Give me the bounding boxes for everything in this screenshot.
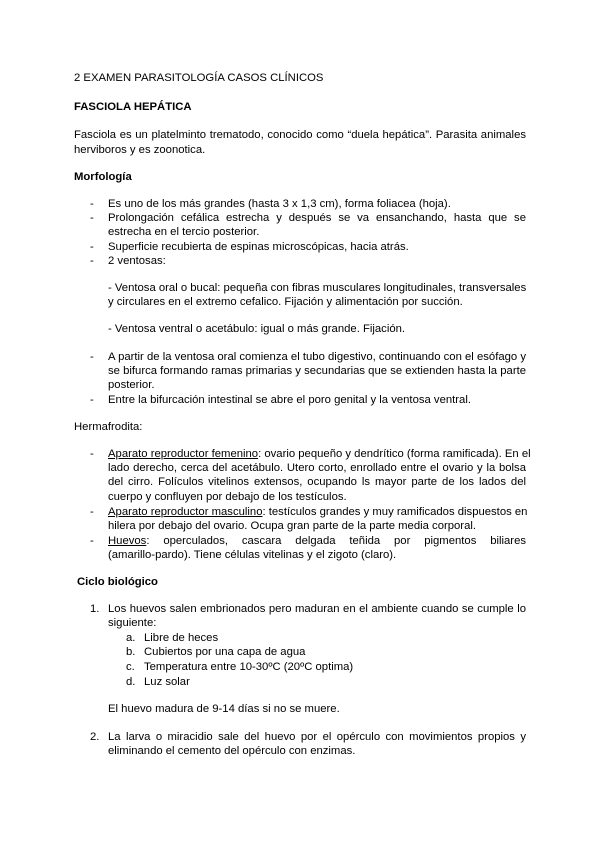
huevos-label: Huevos: [108, 535, 147, 547]
list-dash: -: [90, 506, 94, 518]
list-dash: -: [90, 535, 94, 547]
reproductor-masculino-text: : testículos grandes y muy ramificados dispuestos en: [262, 506, 528, 518]
ciclo-note: El huevo madura de 9-14 días si no se muere.: [108, 703, 340, 715]
ventosa-oral-line-2: y circulares en el extremo cefalico. Fijación y alimentación por succión.: [108, 296, 463, 308]
step-2-number: 2.: [90, 731, 100, 743]
sub-item-text: Luz solar: [144, 676, 190, 688]
hermafrodita-label: Hermafrodita:: [74, 421, 143, 433]
reproductor-femenino-line-2: lado derecho, cerca del acetábulo. Utero corto, enrollado entre el ovario y la bolsa: [108, 462, 526, 474]
morfologia-item-5-line-1: A partir de la ventosa oral comienza el tubo digestivo, continuando con el esófago y: [108, 351, 526, 363]
reproductor-masculino-line-1: [108, 505, 526, 520]
intro-line-1: Fasciola es un platelminto trematodo, conocido como “duela hepática”. Parasita animales: [74, 129, 526, 141]
reproductor-masculino-line-2: hilera por debajo del ovario. Ocupa gran parte de la parte media corporal.: [108, 520, 476, 532]
reproductor-femenino-text: : ovario pequeño y dendrítico (forma ramificada). En el: [258, 448, 531, 460]
list-dash: -: [90, 241, 94, 253]
morfologia-item-4: 2 ventosas:: [108, 255, 166, 267]
reproductor-femenino-label: Aparato reproductor femenino: [108, 448, 259, 460]
reproductor-femenino-line-1: [108, 447, 531, 462]
sub-item-text: Libre de heces: [144, 632, 219, 644]
huevos-line-1: [108, 534, 526, 549]
morfologia-item-5-line-2: se bifurca formando ramas primarias y secundarias que se extienden hasta la parte: [108, 365, 526, 377]
huevos-line-2: (amarillo-pardo). Tiene células vitelinas y el zigoto (claro).: [108, 549, 397, 561]
morfologia-item-5-line-3: posterior.: [108, 379, 155, 391]
list-dash: -: [90, 198, 94, 210]
sub-item-text: Cubiertos por una capa de agua: [144, 646, 306, 658]
step-1-number: 1.: [90, 603, 100, 615]
ventosa-oral-line-1: - Ventosa oral o bucal: pequeña con fibras musculares longitudinales, transversales: [108, 282, 527, 294]
reproductor-femenino-line-3: del cirro. Folículos vitelinos extensos, ocupando ls mayor parte de los lados del: [108, 476, 526, 488]
sub-item-letter: a.: [126, 632, 136, 644]
reproductor-femenino-line-4: cuerpo y confluyen por debajo de los testículos.: [108, 491, 347, 503]
morfologia-item-1: Es uno de los más grandes (hasta 3 x 1,3 cm), forma foliacea (hoja).: [108, 198, 451, 210]
reproductor-masculino-label: Aparato reproductor masculino: [108, 506, 263, 518]
list-dash: -: [90, 255, 94, 267]
list-dash: -: [90, 448, 94, 460]
morfologia-item-2-line-2: estrecha en el tercio posterior.: [108, 226, 260, 238]
sub-item-letter: b.: [126, 646, 136, 658]
step-2-line-2: eliminando el cemento del opérculo con enzimas.: [108, 745, 356, 757]
list-dash: -: [90, 212, 94, 224]
intro-line-2: herviboros y es zoonotica.: [74, 144, 206, 156]
step-2-line-1: La larva o miracidio sale del huevo por el opérculo con movimientos propios y: [108, 731, 526, 743]
ventosa-ventral: - Ventosa ventral o acetábulo: igual o más grande. Fijación.: [108, 323, 406, 335]
sub-item-letter: c.: [126, 661, 135, 673]
sub-item-letter: d.: [126, 676, 136, 688]
step-1-line-1: Los huevos salen embrionados pero maduran en el ambiente cuando se cumple lo: [108, 603, 526, 615]
huevos-text: : operculados, cascara delgada teñida por pigmentos biliares: [146, 535, 526, 547]
exam-title: 2 EXAMEN PARASITOLOGÍA CASOS CLÍNICOS: [74, 72, 324, 84]
list-dash: -: [90, 394, 94, 406]
morfologia-item-2-line-1: Prolongación cefálica estrecha y después se va ensanchando, hasta que se: [108, 212, 526, 224]
sub-item-text: Temperatura entre 10-30ºC (20ºC optima): [144, 661, 354, 673]
morfologia-item-6: Entre la bifurcación intestinal se abre el poro genital y la ventosa ventral.: [108, 394, 471, 406]
ciclo-heading: Ciclo biológico: [77, 576, 158, 588]
list-dash: -: [90, 351, 94, 363]
morfologia-item-3: Superficie recubierta de espinas microscópicas, hacia atrás.: [108, 241, 409, 253]
section-title: FASCIOLA HEPÁTICA: [74, 101, 192, 113]
step-1-line-2: siguiente:: [108, 617, 157, 629]
morfologia-heading: Morfología: [74, 171, 132, 183]
